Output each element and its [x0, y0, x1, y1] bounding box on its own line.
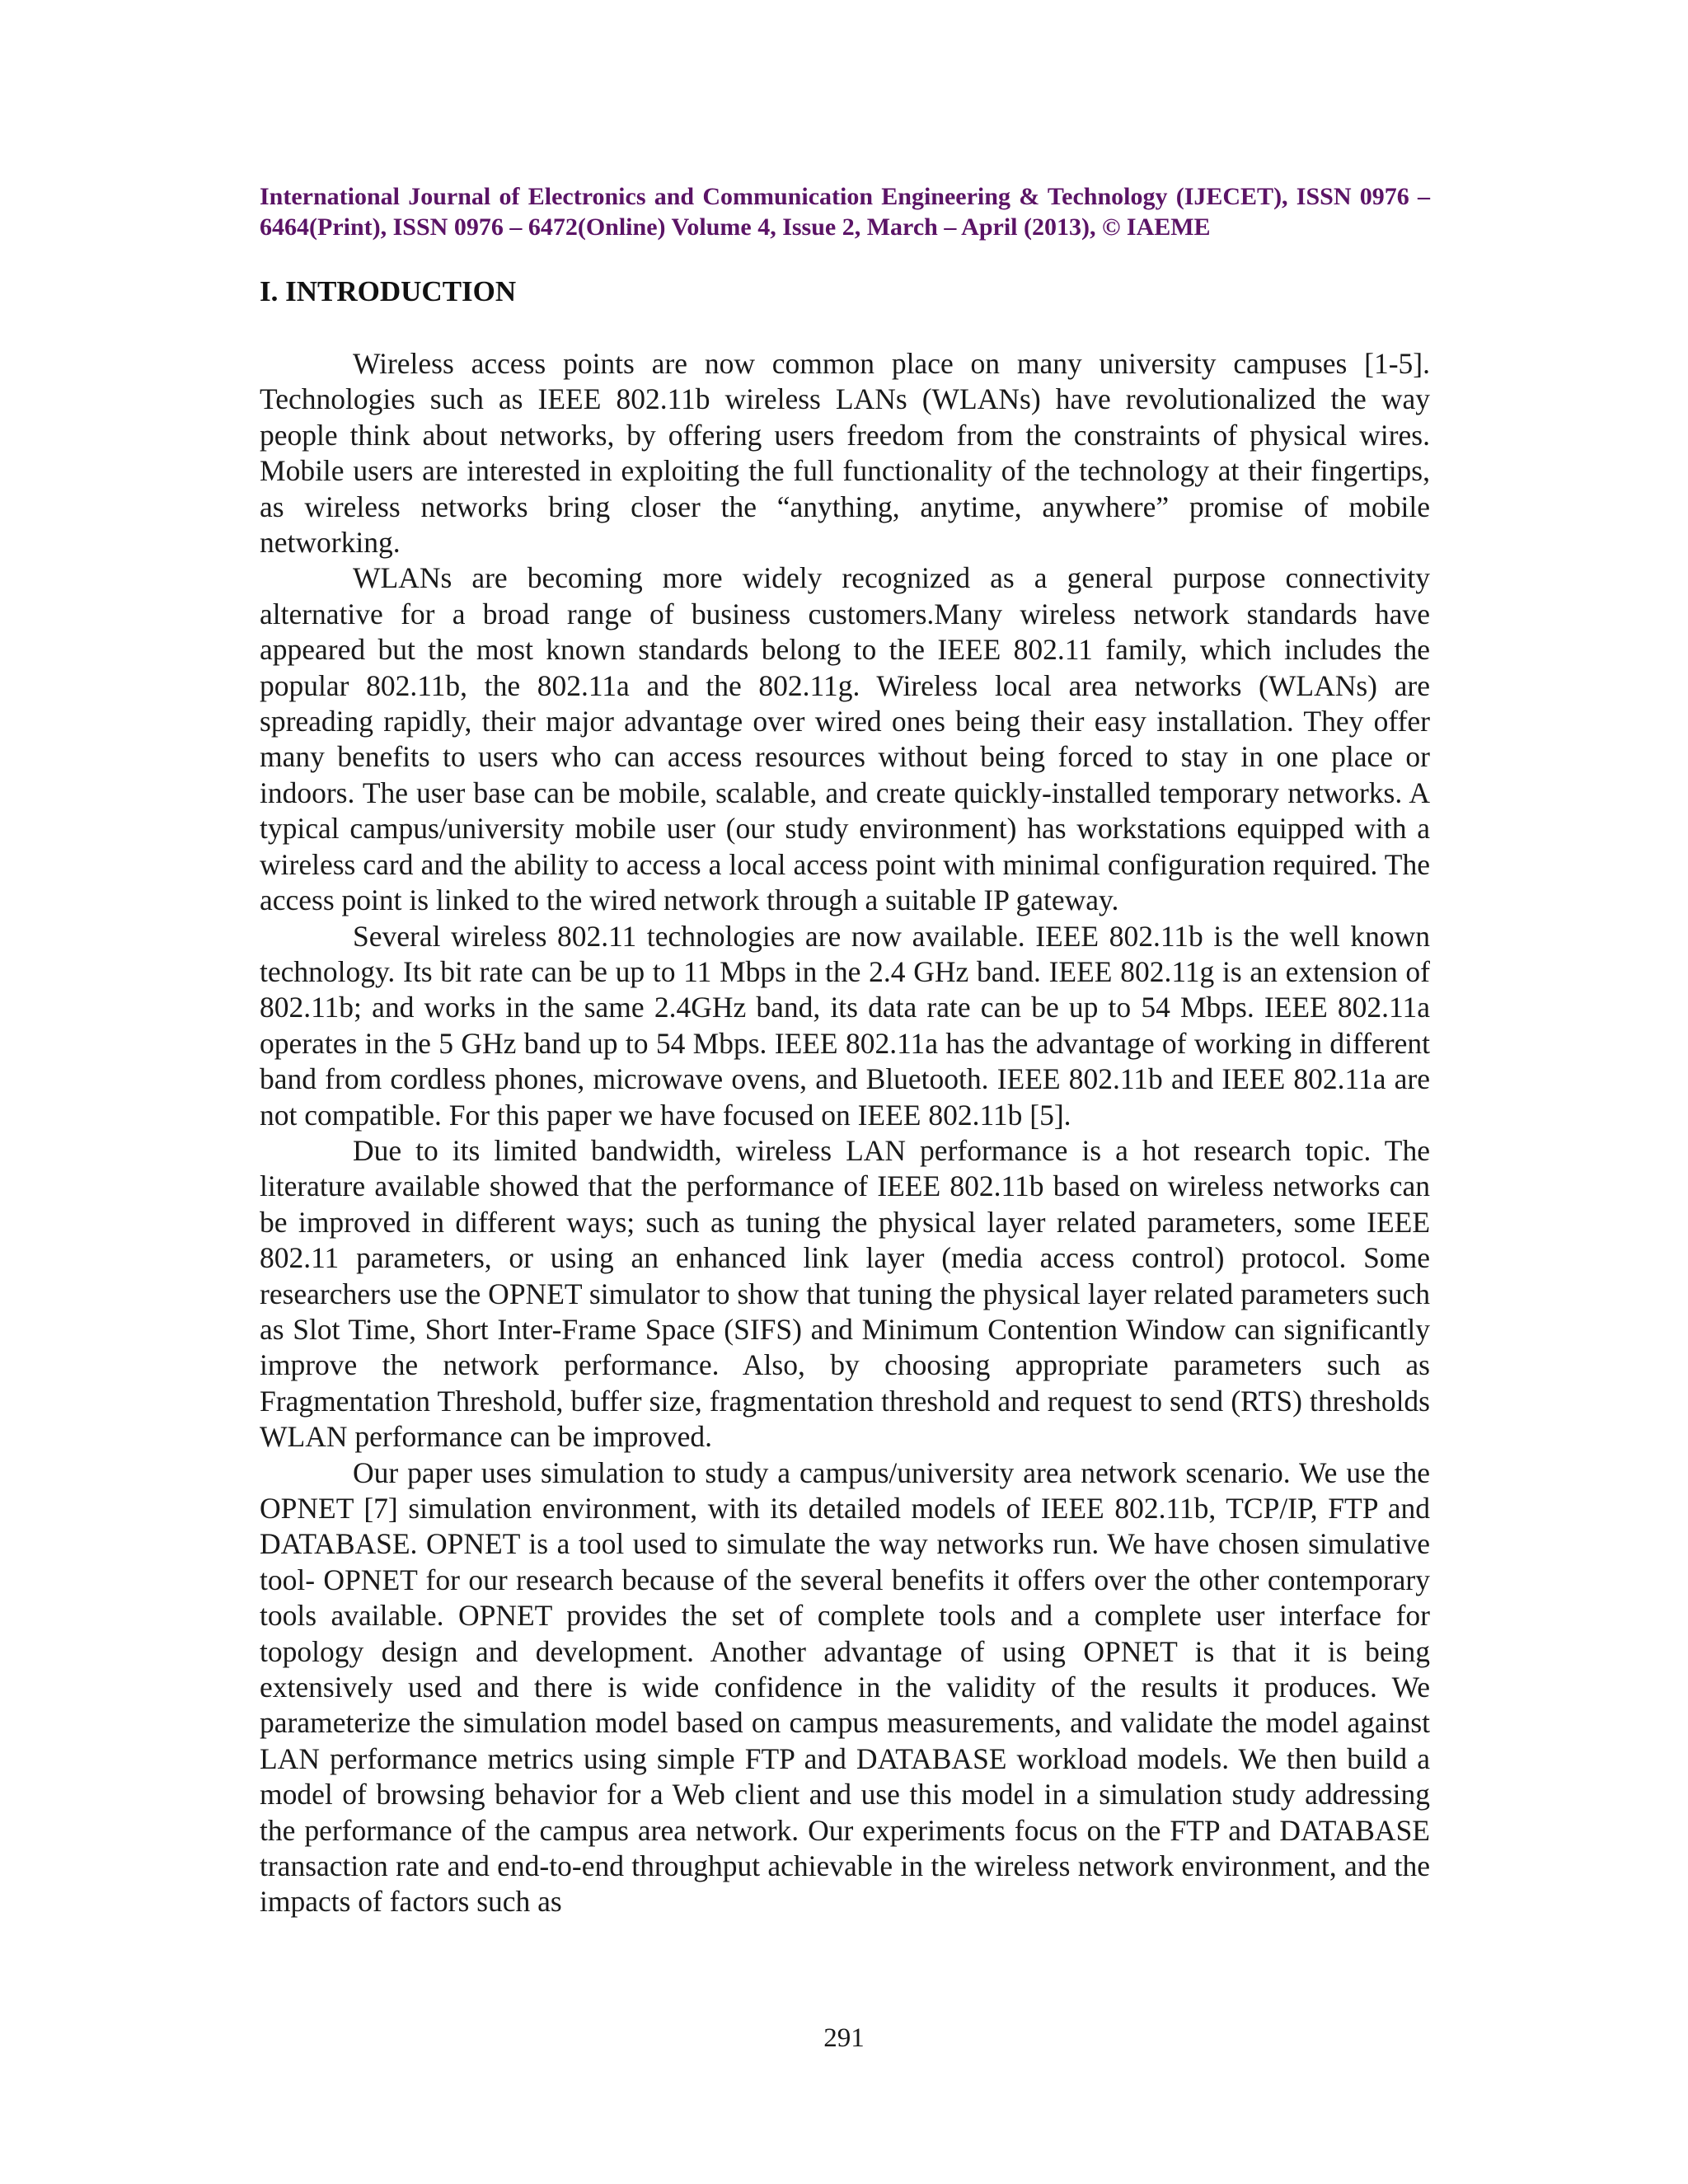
paragraph-4: Due to its limited bandwidth, wireless LAN performance is a hot research topic. The literature available showed that the performance of IEEE 802.11b based on wireless networks can be improved in different ways; such as tuning the physical layer related parameters, some IEEE 802.11 parameters, or using an enhanced link layer (media access control) protocol. Some researchers use the OPNET simulator to show that tuning the physical layer related parameters such as Slot Time, Short Inter-Frame Space (SIFS) and Minimum Contention Window can significantly improve the network performance. Also, by choosing appropriate parameters such as Fragmentation Threshold, buffer size, fragmentation threshold and request to send (RTS) thresholds WLAN performance can be improved. [260, 1133, 1430, 1454]
paragraph-3: Several wireless 802.11 technologies are now available. IEEE 802.11b is the well known technology. Its bit rate can be up to 11 Mbps in the 2.4 GHz band. IEEE 802.11g is an extension of 802.11b; and works in the same 2.4GHz band, its data rate can be up to 54 Mbps. IEEE 802.11a operates in the 5 GHz band up to 54 Mbps. IEEE 802.11a has the advantage of working in different band from cordless phones, microwave ovens, and Bluetooth. IEEE 802.11b and IEEE 802.11a are not compatible. For this paper we have focused on IEEE 802.11b [5]. [260, 919, 1430, 1132]
journal-running-header: International Journal of Electronics and Communication Engineering & Technology (IJECET), ISSN 0976 – 6464(Print), ISSN 0976 – 6472(Online) Volume 4, Issue 2, March – April (2013), © IAEME [260, 183, 1430, 241]
paragraph-5: Our paper uses simulation to study a campus/university area network scenario. We use the OPNET [7] simulation environment, with its detailed models of IEEE 802.11b, TCP/IP, FTP and DATABASE. OPNET is a tool used to simulate the way networks run. We have chosen simulative tool- OPNET for our research because of the several benefits it offers over the other contemporary tools available. OPNET provides the set of complete tools and a complete user interface for topology design and development. Another advantage of using OPNET is that it is being extensively used and there is wide confidence in the validity of the results it produces. We parameterize the simulation model based on campus measurements, and validate the model against LAN performance metrics using simple FTP and DATABASE workload models. We then build a model of browsing behavior for a Web client and use this model in a simulation study addressing the performance of the campus area network. Our experiments focus on the FTP and DATABASE transaction rate and end-to-end throughput achievable in the wireless network environment, and the impacts of factors such as [260, 1455, 1430, 1919]
body-text [260, 346, 1430, 1920]
section-heading: I. INTRODUCTION [260, 275, 517, 307]
page-number: 291 [823, 2023, 865, 2053]
paragraph-2: WLANs are becoming more widely recognized as a general purpose connectivity alternative for a broad range of business customers.Many wireless network standards have appeared but the most known standards belong to the IEEE 802.11 family, which includes the popular 802.11b, the 802.11a and the 802.11g. Wireless local area networks (WLANs) are spreading rapidly, their major advantage over wired ones being their easy installation. They offer many benefits to users who can access resources without being forced to stay in one place or indoors. The user base can be mobile, scalable, and create quickly-installed temporary networks. A typical campus/university mobile user (our study environment) has workstations equipped with a wireless card and the ability to access a local access point with minimal configuration required. The access point is linked to the wired network through a suitable IP gateway. [260, 561, 1430, 917]
paragraph-1: Wireless access points are now common place on many university campuses [1-5]. Technologies such as IEEE 802.11b wireless LANs (WLANs) have revolutionalized the way people think about networks, by offering users freedom from the constraints of physical wires. Mobile users are interested in exploiting the full functionality of the technology at their fingertips, as wireless networks bring closer the “anything, anytime, anywhere” promise of mobile networking. [260, 347, 1430, 560]
page-content [260, 181, 1430, 1920]
